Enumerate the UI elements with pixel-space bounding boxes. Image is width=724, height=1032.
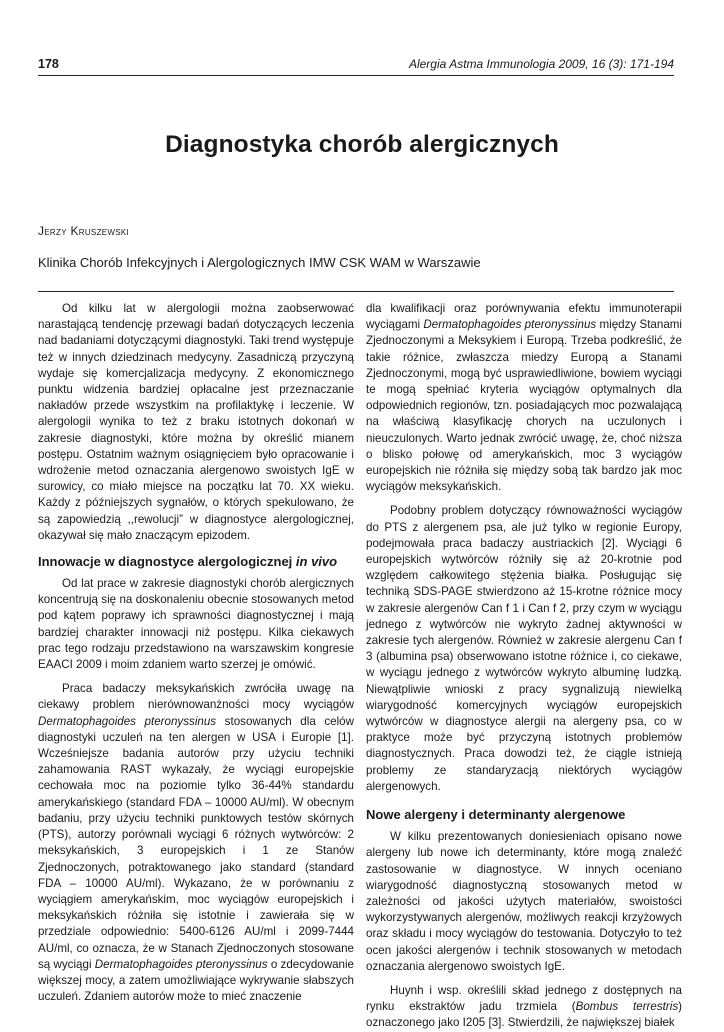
author-affiliation: Klinika Chorób Infekcyjnych i Alergologicznych IMW CSK WAM w Warszawie (38, 255, 481, 270)
running-header (38, 55, 674, 76)
section-heading: Nowe alergeny i determinanty alergenowe (366, 807, 626, 823)
paragraph: Podobny problem dotyczący równoważności wyciągów do PTS z alergenem psa, ale już tylko w regionie Europy, podejmowała praca badaczy austriackich [2]. Wyciągi 6 europejskich wytwórców różniły się aż 20-krotnie pod względem całkowitego stężenia białka. Posługując się techniką SDS-PAGE stwierdzono aż 15-krotne różnice mocy w zakresie alergenów Can f 1 i Can f 2, przy czym w wyciągu jednego z wytwórców nie wykryto żadnej aktywności w zakresie tych alergenów. Również w zakresie alergenu Can f 3 (albumina psa) obserwowano istotne różnice i, co ciekawe, w wyciągu jednego z wytwórców wykryto albuminę ludzką. Niewątpliwie wnioski z pracy sygnalizują niewielką wiarygodność komercyjnych wyciągów europejskich wytwórców w diagnostyce alergii na alergeny psa, co w praktyce może być przyczyną istotnych problemów diagnostycznych. Praca dowodzi też, że ciągle istnieją problemy ze standaryzacją niektórych wyciągów alergenowych. (366, 504, 682, 793)
section-heading: Innowacje w diagnostyce alergologicznej in vivo (38, 554, 338, 570)
author-name: Jerzy Kruszewski (38, 224, 130, 238)
article-title: Diagnostyka chorób alergicznych (165, 131, 559, 158)
page-number: 178 (38, 57, 59, 71)
paragraph: Huynh i wsp. określili skład jednego z dostępnych na rynku ekstraktów jadu trzmiela (Bombus terrestris) oznaczonego jako I205 [3]. Stwierdzili, że największej białek (366, 983, 682, 1030)
paragraph: W kilku prezentowanych doniesieniach opisano nowe alergeny lub nowe ich determinanty, które mogą znaleźć zastosowanie w diagnostyce. W innych oceniano wiarygodność diagnostyczną stosowanych metod w zależności od jakości użytych materiałów, swoistości wykorzystywanych alergenów, możliwych reakcji krzyżowych oraz składu i mocy wyciągów do testowania. Dotyczyło to też ocen jakości alergenów i technik stosowanych w metodach oznaczania alergenowo swoistych IgE. (366, 830, 682, 973)
right-column (366, 301, 682, 1032)
journal-citation: Alergia Astma Immunologia 2009, 16 (3): 171-194 (408, 57, 674, 71)
section-divider (38, 291, 674, 292)
left-column (38, 301, 354, 1005)
paragraph-continued: dla kwalifikacji oraz porównywania efektu immunoterapii wyciągami Dermatophagoides pteronyssinus między Stanami Zjednoczonymi a Meksykiem i Europą. Trzeba podkreślić, że takie różnice, zwłaszcza miedzy Europą a Stanami Zjednoczonymi, mogą być usprawiedliwione, bowiem wyciągi te mogą spełniać kryteria wyciągów optymalnych dla odpowiednich regionów, tzn. posiadających moc pozwalającą na właściwą klasyfikację chorych na uczulonych i nieuczulonych. Warto jednak zwrócić uwagę, że, choć niższa o blisko połowę od amerykańskich, moc 3 wyciągów europejskich nie różniła się między sobą tak bardzo jak moc wyciągów meksykańskich. (366, 302, 683, 494)
paragraph: Praca badaczy meksykańskich zwróciła uwagę na ciekawy problem nierównowanżności mocy wyciągów Dermatophagoides pteronyssinus stosowanych dla celów diagnostyki uczuleń na ten alergen w USA i Europie [1]. Wcześniejsze badania autorów przy użyciu techniki zahamowania RAST wykazały, że wyciągi europejskie cechowała moc na poziomie tylko 36-44% standardu amerykańskiego (standard FDA – 10000 AU/ml). W obecnym badaniu, przy użyciu techniki punktowych testów skórnych (PTS), autorzy porównali wyciągi 6 różnych wytwórców: 2 meksykańskich, 3 europejskich i 1 ze Stanów Zjednoczonych, potraktowanego jako standard (standard FDA – 10000 AU/ml). Wykazano, że w porównaniu z wyciągiem amerykańskim, moc wyciągów europejskich i meksykańskich różniła się istotnie i zawierała się w przedziale odpowiednio: 5400-6126 AU/ml i 2099-7444 AU/ml, co oznacza, że w Stanach Zjednoczonych stosowane są wyciągi Dermatophagoides pteronyssinus o zdecydowanie większej mocy, a zatem umożliwiające wykrywanie słabszych uczuleń. Zdaniem autorów może to mieć znaczenie (38, 682, 355, 1004)
paragraph: Od kilku lat w alergologii można zaobserwować narastającą tendencję przewagi badań dotyczących leczenia nad badaniami dotyczącymi diagnostyki. Taki trend występuje też w innych dziedzinach medycyny. Zasadniczą przyczyną wydaje się komercjalizacja medycyny. Z ekonomicznego punktu widzenia bardziej opłacalne jest przeznaczanie nakładów przede wszystkim na profilaktykę i leczenie. W alergologii wynika to też z braku istotnych dokonań w zakresie diagnostyki, które można by określić mianem postępu. Ostatnim ważnym osiągnięciem było opracowanie i wdrożenie metod oznaczania alergenowo swoistych IgE w surowicy, co miało miejsce na początku lat 70. XX wieku. Każdy z późniejszych sygnałów, o których spekulowano, że są zapowiedzią ,,rewolucji” w diagnostyce alergologicznej, okazywał się mało znaczącym epizodem. (38, 302, 354, 542)
paragraph: Od lat prace w zakresie diagnostyki chorób alergicznych koncentrują się na doskonaleniu obecnie stosowanych metod pod kątem poprawy ich sprawności diagnostycznej i mają bardziej charakter innowacji niż postępu. Kilka ciekawych prac tego rodzaju przedstawiono na warszawskim kongresie EAACI 2009 i moim zdaniem warto szerzej je omówić. (38, 577, 354, 672)
